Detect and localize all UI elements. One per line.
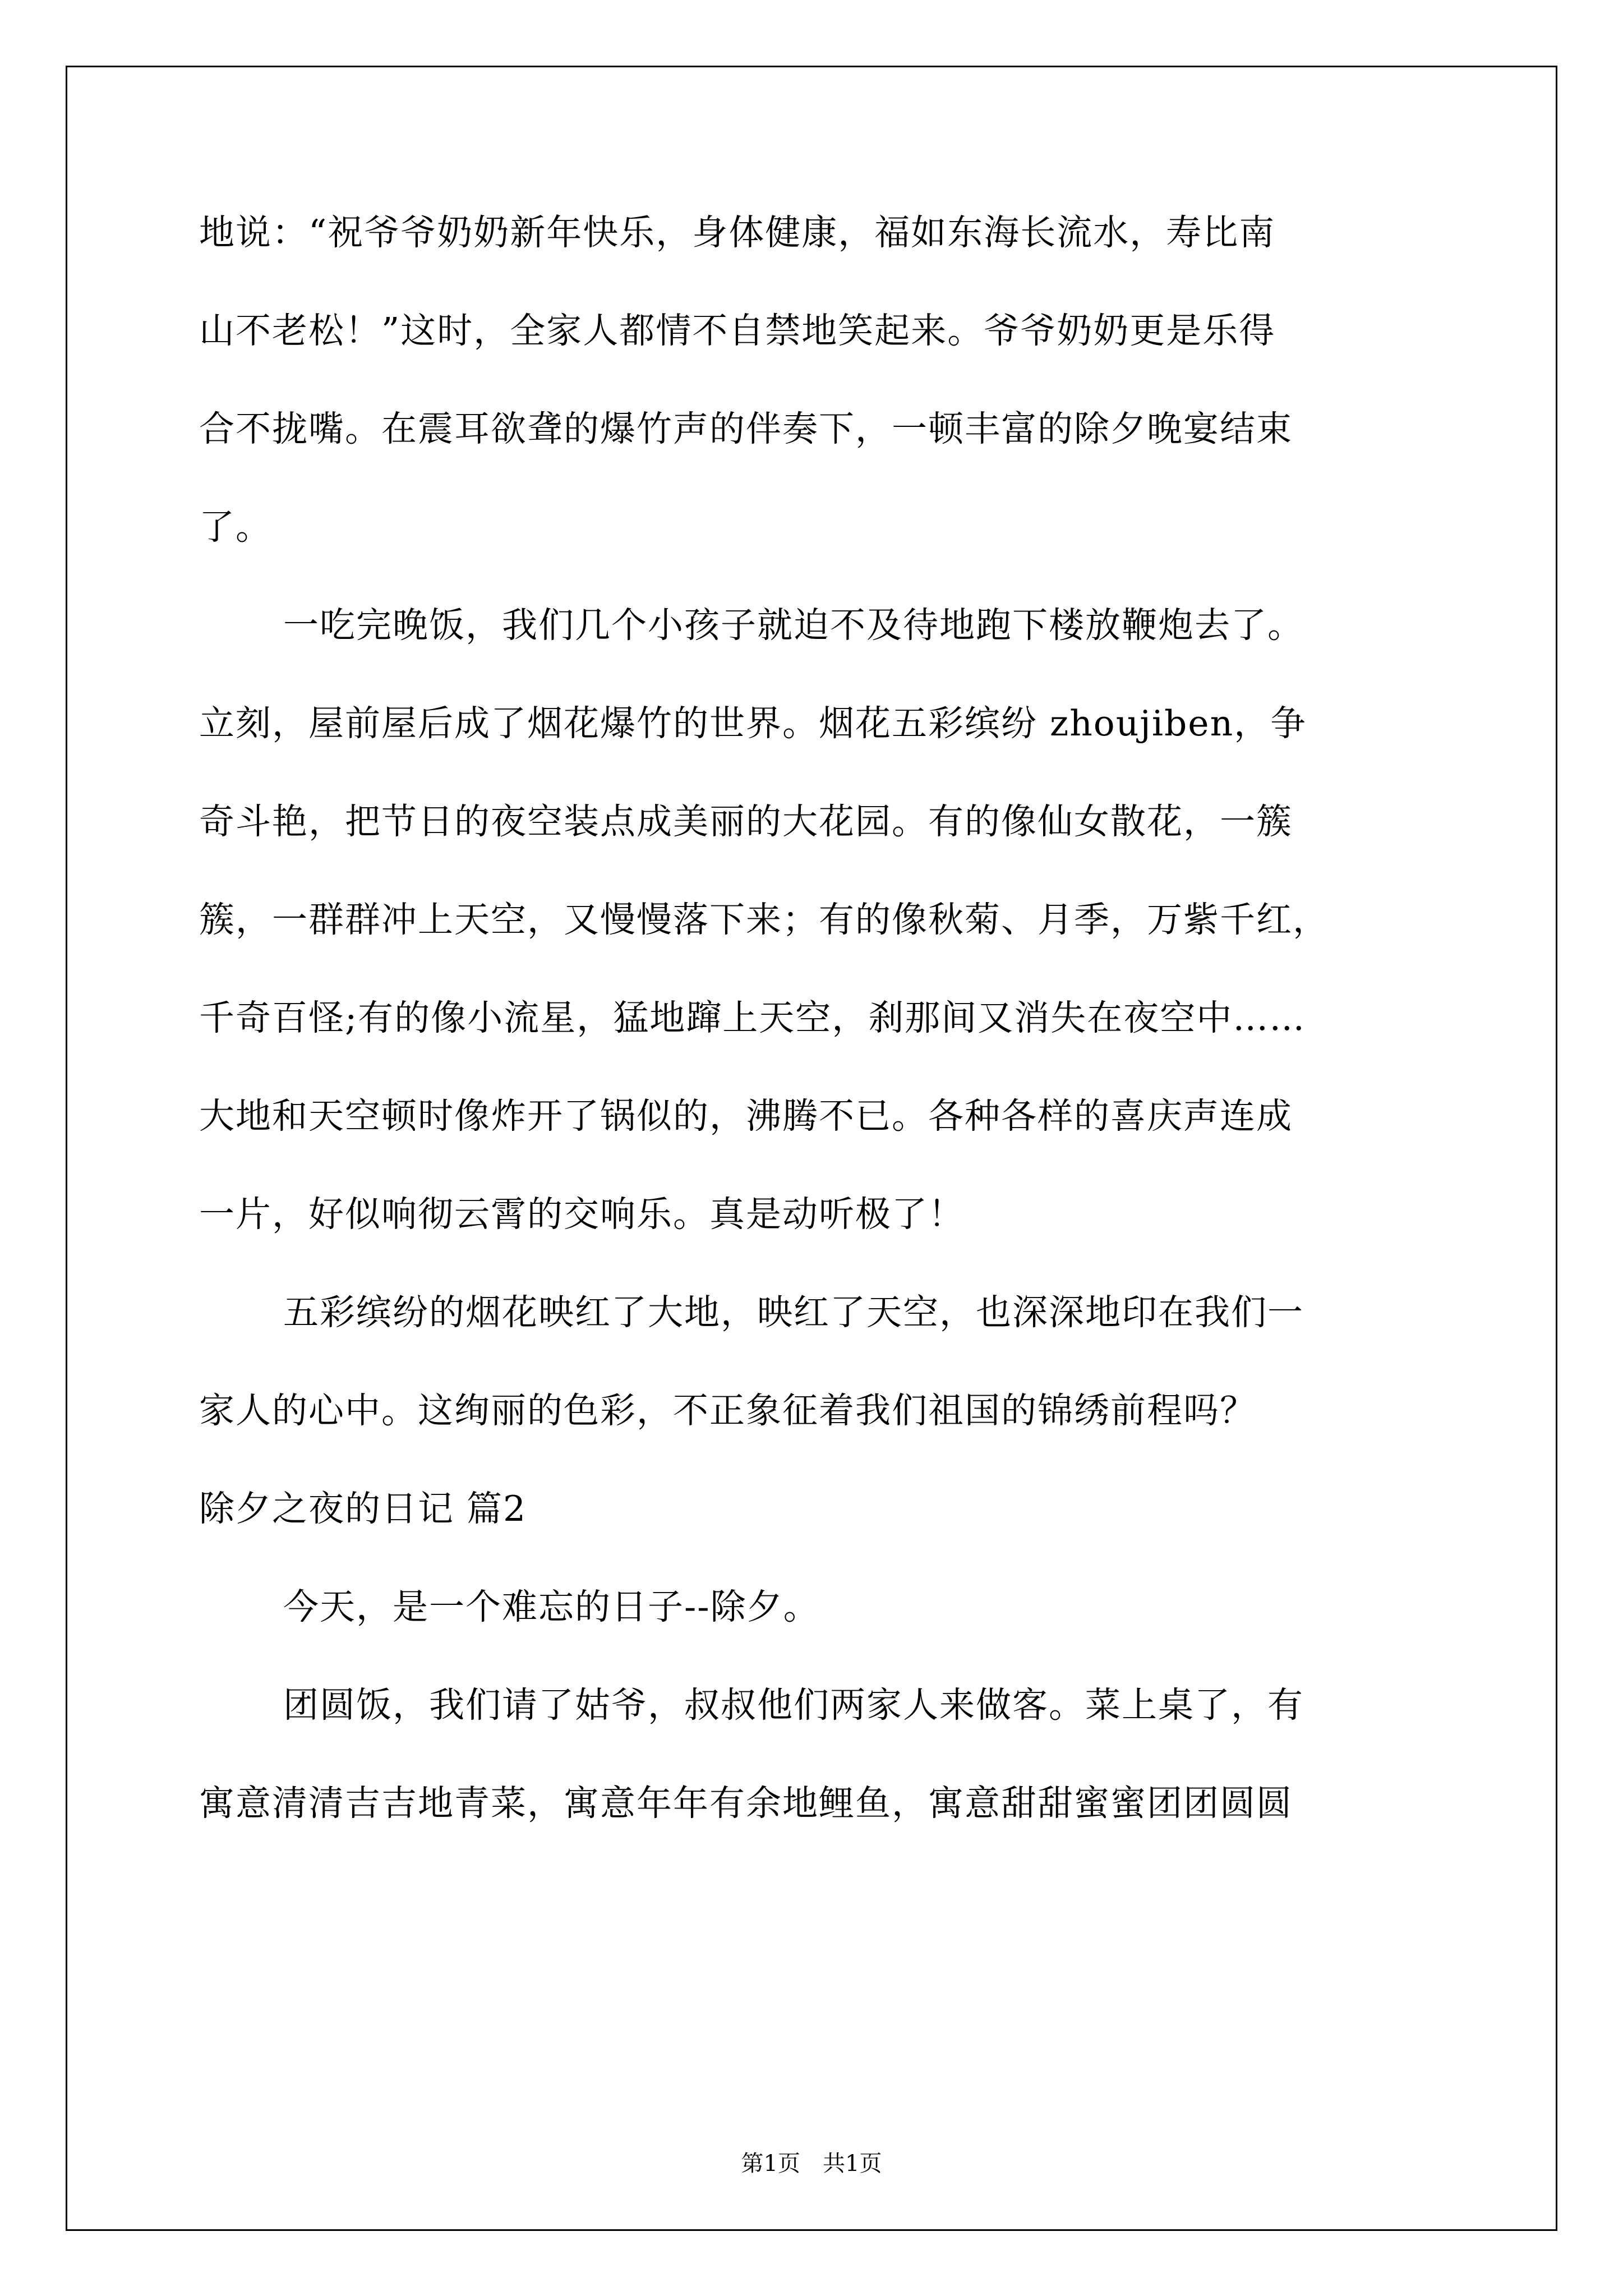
page-footer: 第1页 共1页 xyxy=(741,2151,882,2177)
paragraph-start-line: 一吃完晚饭，我们几个小孩子就迫不及待地跑下楼放鞭炮去了。 xyxy=(283,605,1304,646)
section-heading: 除夕之夜的日记 篇2 xyxy=(199,1488,527,1529)
paragraph-start-line: 今天，是一个难忘的日子--除夕。 xyxy=(283,1586,820,1627)
paragraph-start-line: 团圆饭，我们请了姑爷，叔叔他们两家人来做客。菜上桌了，有 xyxy=(283,1685,1304,1726)
text-line: 立刻，屋前屋后成了烟花爆竹的世界。烟花五彩缤纷 zhoujiben，争 xyxy=(199,703,1307,744)
paragraph-start-line: 五彩缤纷的烟花映红了大地，映红了天空，也深深地印在我们一 xyxy=(283,1292,1304,1333)
text-line: 奇斗艳，把节日的夜空装点成美丽的大花园。有的像仙女散花，一簇 xyxy=(199,801,1293,842)
text-line: 簇，一群群冲上天空，又慢慢落下来；有的像秋菊、月季，万紫千红， xyxy=(199,899,1329,940)
page-border xyxy=(66,66,1557,2231)
text-line: 寓意清清吉吉地青菜，寓意年年有余地鲤鱼，寓意甜甜蜜蜜团团圆圆 xyxy=(199,1783,1293,1824)
text-line: 了。 xyxy=(199,507,272,547)
text-line: 地说：“祝爷爷奶奶新年快乐，身体健康，福如东海长流水，寿比南 xyxy=(199,212,1276,253)
text-line: 合不拢嘴。在震耳欲聋的爆竹声的伴奏下，一顿丰富的除夕晚宴结束 xyxy=(199,408,1293,449)
text-line: 大地和天空顿时像炸开了锅似的，沸腾不已。各种各样的喜庆声连成 xyxy=(199,1096,1293,1137)
text-line: 一片，好似响彻云霄的交响乐。真是动听极了！ xyxy=(199,1194,965,1235)
text-line: 家人的心中。这绚丽的色彩，不正象征着我们祖国的锦绣前程吗？ xyxy=(199,1390,1256,1431)
text-line: 山不老松！”这时，全家人都情不自禁地笑起来。爷爷奶奶更是乐得 xyxy=(199,310,1276,351)
text-line: 千奇百怪;有的像小流星，猛地蹿上天空，刹那间又消失在夜空中…… xyxy=(199,997,1306,1038)
